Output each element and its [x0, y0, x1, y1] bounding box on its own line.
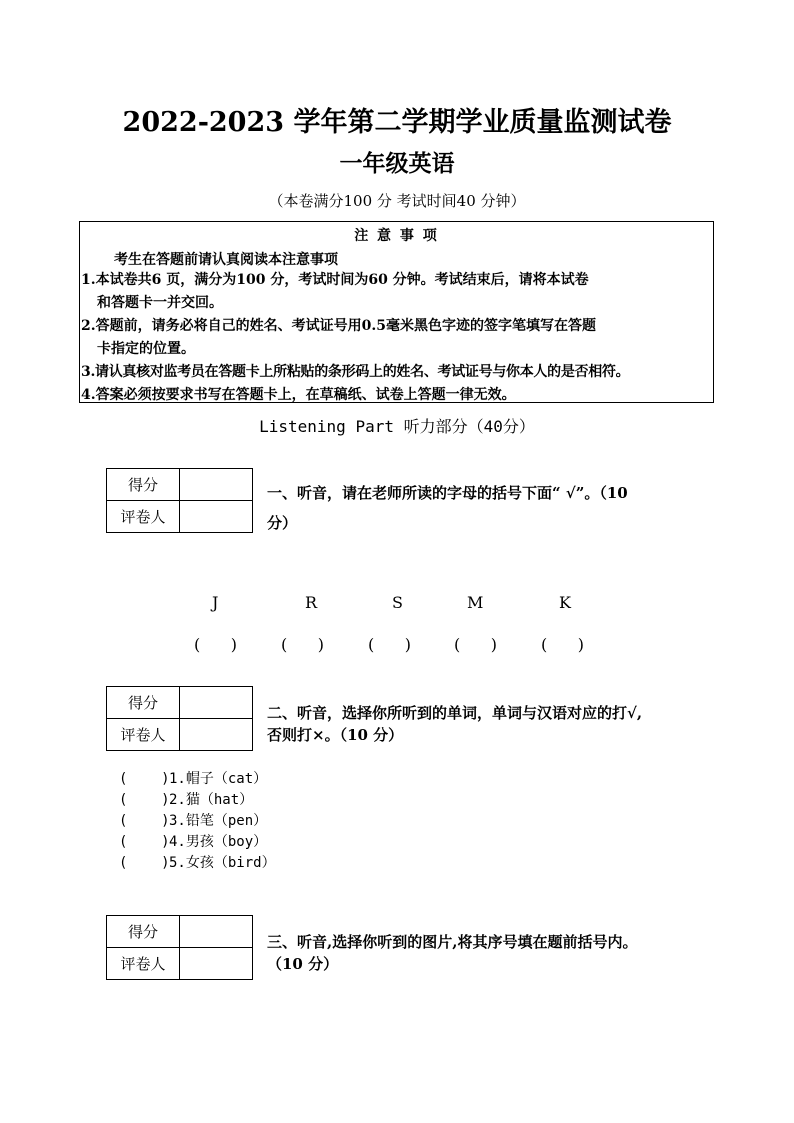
grader-label: 评卷人 [107, 501, 180, 533]
answer-paren[interactable]: ( ) [119, 813, 170, 829]
notice-item: 2.答题前，请务必将自己的姓名、考试证号用0.5毫米黑色字迹的签字笔填写在答题 [81, 318, 596, 334]
score-table-2 [106, 686, 253, 751]
score-label: 得分 [107, 916, 180, 948]
exam-info: （本卷满分100 分 考试时间40 分钟） [268, 192, 526, 210]
answer-paren[interactable]: ( ) [119, 771, 170, 787]
grader-blank[interactable] [180, 719, 253, 751]
letter-r: R [305, 593, 318, 612]
answer-paren[interactable]: ( ) [368, 635, 411, 654]
answer-paren[interactable]: ( ) [119, 855, 170, 871]
question-2 [267, 702, 642, 746]
score-label: 得分 [107, 687, 180, 719]
question-1-line1: 一、听音，请在老师所读的字母的括号下面“ √”。（10 [267, 484, 628, 502]
exam-subtitle: 一年级英语 [339, 150, 455, 177]
score-table-3 [106, 915, 253, 980]
letter-k: K [559, 593, 571, 612]
score-blank[interactable] [180, 687, 253, 719]
item-text: 3.铅笔（pen） [169, 813, 268, 829]
question-2-line2: 否则打×。（10 分） [267, 726, 404, 744]
item-text: 5.女孩（bird） [169, 855, 276, 871]
item-text: 4.男孩（boy） [169, 834, 268, 850]
notice-intro: 考生在答题前请认真阅读本注意事项 [114, 252, 338, 268]
letter-m: M [467, 593, 484, 612]
word-list [119, 769, 276, 874]
letter-s: S [392, 593, 403, 612]
score-blank[interactable] [180, 469, 253, 501]
list-item [119, 832, 276, 853]
score-blank[interactable] [180, 916, 253, 948]
list-item [119, 811, 276, 832]
answer-paren[interactable]: ( ) [541, 635, 584, 654]
score-table-1 [106, 468, 253, 533]
list-item [119, 769, 276, 790]
grader-label: 评卷人 [107, 948, 180, 980]
part-title: Listening Part 听力部分（40分） [259, 417, 535, 436]
answer-paren[interactable]: ( ) [119, 792, 170, 808]
letter-j: J [212, 593, 219, 612]
notice-item: 1.本试卷共6 页，满分为100 分，考试时间为60 分钟。考试结束后，请将本试卷 [81, 272, 589, 288]
answer-paren[interactable]: ( ) [281, 635, 324, 654]
item-text: 2.猫（hat） [169, 792, 254, 808]
question-3-line1: 三、听音,选择你听到的图片,将其序号填在题前括号内。 [267, 933, 638, 951]
notice-item: 卡指定的位置。 [97, 341, 195, 357]
question-2-line1: 二、听音，选择你所听到的单词，单词与汉语对应的打√, [267, 704, 643, 722]
notice-item: 4.答案必须按要求书写在答题卡上，在草稿纸、试卷上答题一律无效。 [81, 387, 516, 403]
grader-blank[interactable] [180, 948, 253, 980]
answer-paren[interactable]: ( ) [194, 635, 237, 654]
list-item [119, 853, 276, 874]
answer-paren[interactable]: ( ) [119, 834, 170, 850]
question-3 [267, 931, 637, 975]
question-1 [267, 478, 628, 538]
exam-title: 2022-2023 学年第二学期学业质量监测试卷 [122, 107, 672, 138]
question-3-line2: （10 分） [267, 955, 339, 973]
list-item [119, 790, 276, 811]
answer-paren[interactable]: ( ) [454, 635, 497, 654]
grader-label: 评卷人 [107, 719, 180, 751]
item-text: 1.帽子（cat） [169, 771, 268, 787]
question-1-line2: 分） [267, 514, 298, 532]
notice-item: 和答题卡一并交回。 [97, 295, 223, 311]
notice-item: 3.请认真核对监考员在答题卡上所粘贴的条形码上的姓名、考试证号与你本人的是否相符。 [81, 364, 630, 380]
notice-box [79, 221, 714, 403]
notice-title: 注 意 事 项 [354, 228, 439, 244]
grader-blank[interactable] [180, 501, 253, 533]
score-label: 得分 [107, 469, 180, 501]
